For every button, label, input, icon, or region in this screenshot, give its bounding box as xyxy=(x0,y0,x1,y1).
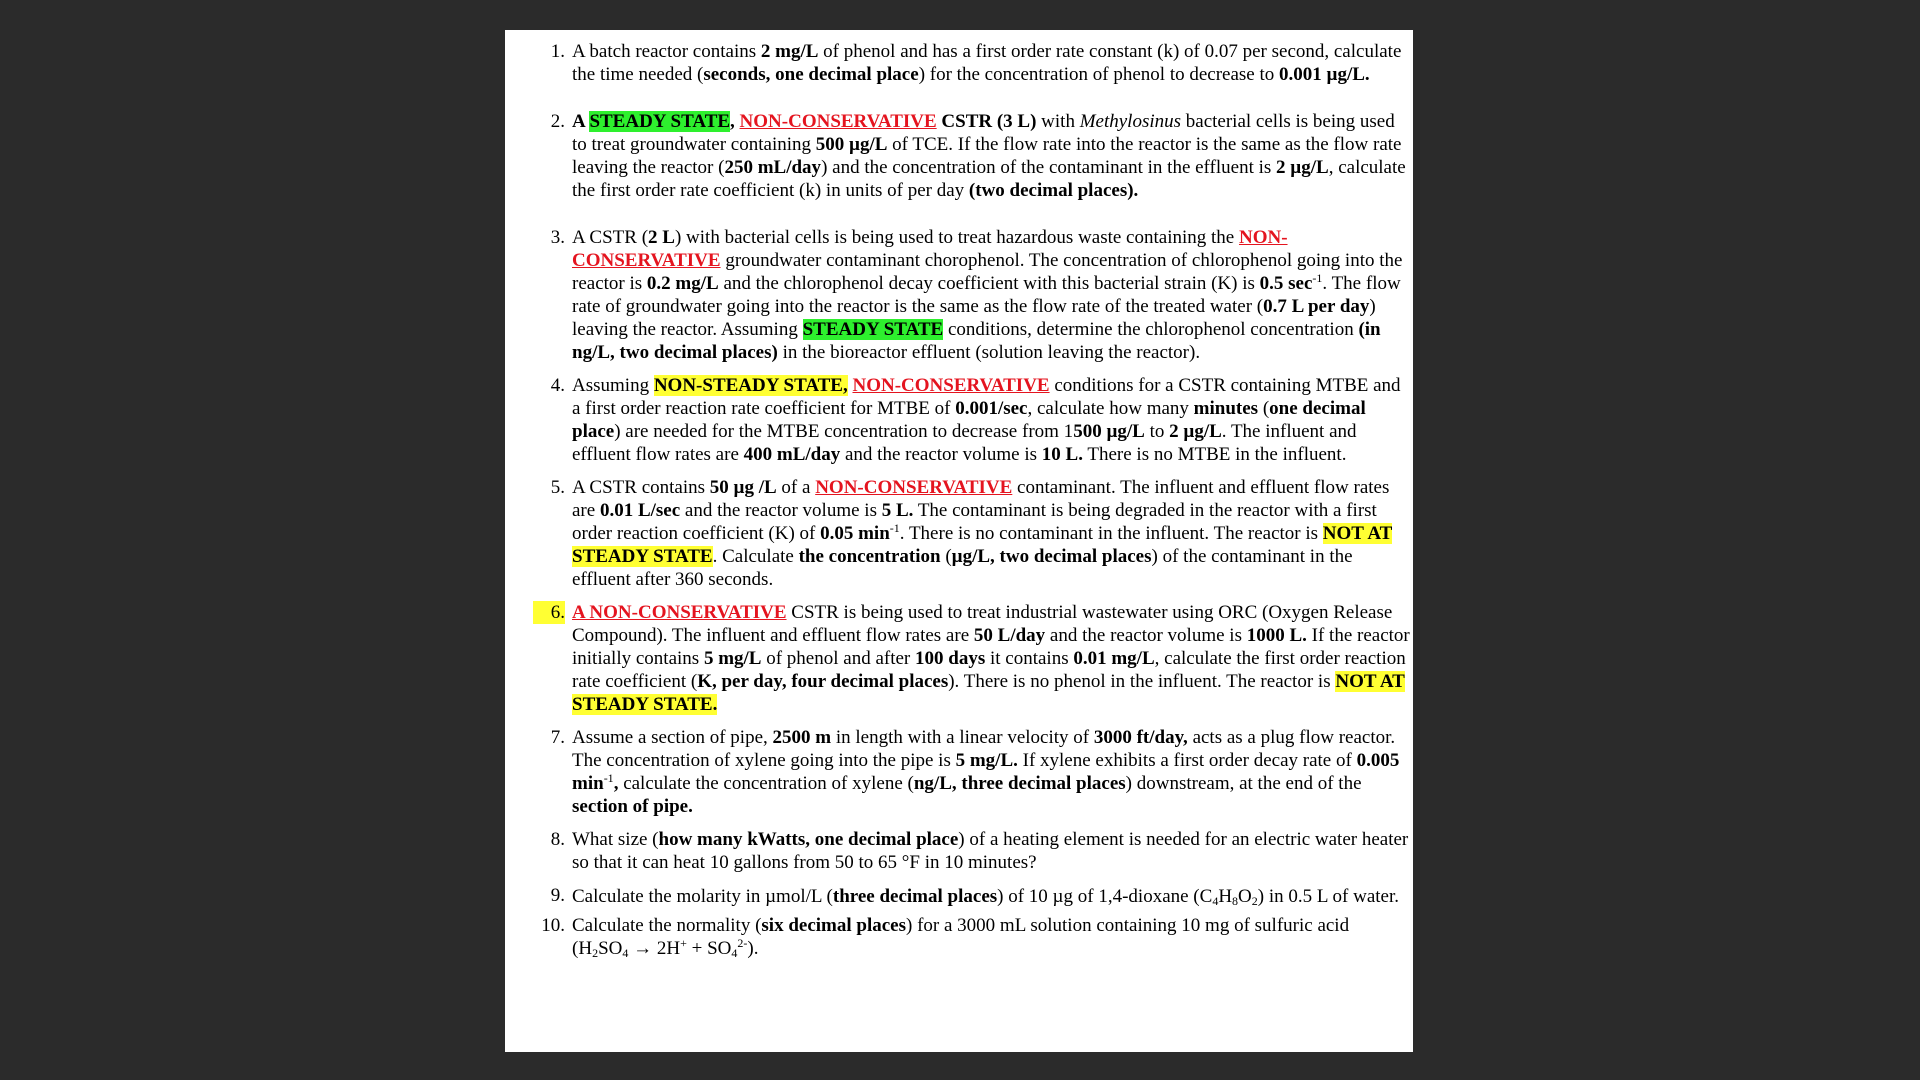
text-segment: Assume a section of pipe, xyxy=(572,727,773,748)
highlighted-text: STEADY STATE xyxy=(589,111,731,132)
question-number: 5. xyxy=(550,477,565,498)
text-segment: 0.001/sec xyxy=(955,398,1028,419)
text-segment: 0.01 L/sec xyxy=(599,500,681,521)
text-segment: O xyxy=(1238,886,1252,907)
text-segment: 50 L/day xyxy=(973,625,1046,646)
text-segment: and the reactor volume is xyxy=(680,500,882,521)
question-number: 10. xyxy=(541,915,565,936)
text-segment: ) for the concentration of phenol to decrease to xyxy=(918,64,1280,85)
text-segment: ( xyxy=(1258,398,1270,419)
text-segment: 0.05 min xyxy=(820,523,890,544)
text-segment: -1 xyxy=(889,521,900,535)
question-6 xyxy=(533,601,1410,716)
text-segment: . Calculate xyxy=(712,546,799,567)
text-segment: calculate the concentration of xylene ( xyxy=(618,773,914,794)
text-segment: , xyxy=(730,111,740,132)
text-segment: one decimal place xyxy=(572,398,1366,442)
question-number: 7. xyxy=(550,727,565,748)
text-segment: (two decimal places). xyxy=(968,180,1139,201)
text-segment: . The flow rate of groundwater going into the reactor is the same as the flow rate of the treated water ( xyxy=(572,273,1401,317)
text-segment: + xyxy=(680,936,687,950)
non-conservative-label: NON-CONSERVATIVE xyxy=(815,477,1013,498)
text-segment: . The influent and effluent flow rates are xyxy=(572,421,1357,465)
question-10 xyxy=(533,914,1393,960)
text-segment: µg/L, two decimal places xyxy=(951,546,1152,567)
question-8 xyxy=(533,828,1409,874)
text-segment: 0.5 sec xyxy=(1259,273,1313,294)
text-segment: bacterial cells is being used to treat groundwater containing xyxy=(572,111,1395,155)
text-segment: → 2H xyxy=(628,938,681,959)
question-text xyxy=(572,601,1410,716)
text-segment: A CSTR ( xyxy=(572,227,649,248)
text-segment: of a xyxy=(776,477,816,498)
question-number: 6. xyxy=(533,601,565,624)
highlighted-text: NOT AT STEADY STATE xyxy=(572,523,1393,567)
text-segment: 400 mL/day xyxy=(743,444,841,465)
question-5 xyxy=(533,476,1393,591)
text-segment: 2- xyxy=(737,936,748,950)
question-number: 3. xyxy=(550,227,565,248)
question-text xyxy=(572,110,1410,202)
text-segment: 500 µg/L xyxy=(1073,421,1145,442)
text-segment: 0.01 mg/L xyxy=(1073,648,1155,669)
text-segment: What size ( xyxy=(572,829,659,850)
highlighted-text: STEADY STATE xyxy=(802,319,944,340)
text-segment: 500 µg/L xyxy=(815,134,888,155)
text-segment: H xyxy=(1218,886,1233,907)
text-segment: and the chlorophenol decay coefficient with this bacterial strain (K) is xyxy=(718,273,1260,294)
text-segment: CSTR (3 L) xyxy=(936,111,1037,132)
text-segment: 5 mg/L. xyxy=(955,750,1018,771)
text-segment: three decimal places xyxy=(832,886,998,907)
text-segment: 4 xyxy=(622,946,629,960)
question-text xyxy=(572,40,1410,86)
text-segment: 2 xyxy=(592,946,599,960)
text-segment: -1 xyxy=(603,771,614,785)
text-segment: 2 L xyxy=(648,227,675,248)
text-segment: . There is no contaminant in the influent. The reactor is xyxy=(899,523,1323,544)
text-segment: in the bioreactor effluent (solution leaving the reactor). xyxy=(777,342,1201,363)
text-segment: Calculate the molarity in µmol/L ( xyxy=(572,886,833,907)
text-segment: conditions for a CSTR containing MTBE and a first order reaction rate coefficient for MTBE of xyxy=(572,375,1401,419)
question-number: 8. xyxy=(550,829,565,850)
non-conservative-label: NON-CONSERVATIVE xyxy=(852,375,1050,396)
text-segment: with xyxy=(1036,111,1080,132)
text-segment: how many kWatts, one decimal place xyxy=(658,829,959,850)
highlighted-text: NON-STEADY STATE, xyxy=(653,375,848,396)
text-segment: 2 mg/L xyxy=(760,41,819,62)
text-segment: Methylosinus xyxy=(1079,111,1182,132)
text-segment: conditions, determine the chlorophenol concentration xyxy=(943,319,1359,340)
text-segment: 3000 ft/day, xyxy=(1093,727,1188,748)
text-segment: 0.2 mg/L xyxy=(646,273,719,294)
text-segment: 0.001 µg/L. xyxy=(1279,64,1370,85)
text-segment: A xyxy=(572,111,590,132)
text-segment: ) of a heating element is needed for an electric water heater so that it can heat 10 gallons from 50 to 65 °F in 10 minutes? xyxy=(572,829,1409,873)
text-segment: , xyxy=(613,773,619,794)
text-segment: ) for a 3000 mL solution containing 10 mg of sulfuric acid (H xyxy=(572,915,1350,959)
non-conservative-label: NON-CONSERVATIVE xyxy=(739,111,937,132)
text-segment: -1 xyxy=(1312,271,1323,285)
text-segment: 250 mL/day xyxy=(724,157,822,178)
text-segment: K, per day, four decimal places xyxy=(697,671,949,692)
text-segment: ). xyxy=(747,938,759,959)
text-segment: ) of 10 µg of 1,4-dioxane (C xyxy=(997,886,1213,907)
text-segment: ) and the concentration of the contaminant in the effluent is xyxy=(821,157,1277,178)
text-segment: , calculate how many xyxy=(1027,398,1194,419)
text-segment: A CSTR contains xyxy=(572,477,710,498)
text-segment: If the reactor initially contains xyxy=(572,625,1410,669)
text-segment: acts as a plug flow reactor. The concentration of xylene going into the pipe is xyxy=(572,727,1396,771)
document-page xyxy=(505,30,1413,1052)
question-text xyxy=(572,476,1410,591)
question-4 xyxy=(533,374,1401,466)
question-text xyxy=(572,884,1410,910)
text-segment: it contains xyxy=(985,648,1074,669)
text-segment: 0.005 min xyxy=(572,750,1400,794)
text-segment: A batch reactor contains xyxy=(572,41,761,62)
text-segment: 0.7 L per day xyxy=(1263,296,1370,317)
text-segment: 4 xyxy=(731,946,738,960)
text-segment: ). There is no phenol in the influent. The reactor is xyxy=(948,671,1336,692)
text-segment: and the reactor volume is xyxy=(840,444,1042,465)
text-segment: ng/L, three decimal places xyxy=(913,773,1126,794)
text-segment: in length with a linear velocity of xyxy=(831,727,1094,748)
text-segment: 1000 L. xyxy=(1246,625,1307,646)
text-segment: ) are needed for the MTBE concentration to decrease from 1 xyxy=(614,421,1074,442)
text-segment: contaminant. The influent and effluent flow rates are xyxy=(572,477,1390,521)
text-segment: ) in 0.5 L of water. xyxy=(1257,886,1400,907)
text-segment: 5 mg/L xyxy=(703,648,762,669)
text-segment: the concentration xyxy=(798,546,941,567)
highlighted-text: NOT AT STEADY STATE. xyxy=(572,671,1405,715)
question-3 xyxy=(533,226,1403,364)
text-segment: 100 days xyxy=(915,648,986,669)
non-conservative-label: A NON-CONSERVATIVE xyxy=(572,602,787,623)
text-segment: to xyxy=(1144,421,1170,442)
text-segment: CSTR is being used to treat industrial wastewater using ORC (Oxygen Release Compound). The influent and effluent flow rates are xyxy=(572,602,1393,646)
question-number: 2. xyxy=(550,111,565,132)
text-segment: SO xyxy=(598,938,623,959)
text-segment: 2500 m xyxy=(772,727,832,748)
question-text xyxy=(572,828,1410,874)
text-segment: (in ng/L, two decimal places) xyxy=(572,319,1381,363)
question-number: 9. xyxy=(550,885,565,906)
text-segment: , calculate the first order rate coefficient (k) in units of per day xyxy=(572,157,1406,201)
question-text xyxy=(572,914,1410,960)
text-segment: 4 xyxy=(1212,894,1219,908)
text-segment: groundwater contaminant chorophenol. The concentration of chlorophenol going into the reactor is xyxy=(572,250,1403,294)
question-2 xyxy=(533,110,1406,202)
text-segment: 2 µg/L xyxy=(1169,421,1222,442)
text-segment: If xylene exhibits a first order decay rate of xyxy=(1017,750,1357,771)
text-segment: ( xyxy=(940,546,952,567)
question-text xyxy=(572,226,1410,364)
text-segment: minutes xyxy=(1193,398,1259,419)
text-segment: section of pipe. xyxy=(572,796,693,817)
text-segment: of TCE. If the flow rate into the reactor is the same as the flow rate leaving the reactor ( xyxy=(572,134,1402,178)
question-number: 1. xyxy=(550,41,565,62)
text-segment: ) of the contaminant in the effluent after 360 seconds. xyxy=(572,546,1353,590)
text-segment: ) downstream, at the end of the xyxy=(1125,773,1362,794)
text-segment: 2 xyxy=(1251,894,1258,908)
text-segment: ) with bacterial cells is being used to treat hazardous waste containing the xyxy=(674,227,1239,248)
text-segment: , calculate the first order reaction rate coefficient ( xyxy=(572,648,1406,692)
non-conservative-label: NON-CONSERVATIVE xyxy=(572,227,1288,271)
text-segment: 50 µg /L xyxy=(709,477,777,498)
text-segment: 10 L. xyxy=(1041,444,1083,465)
text-segment: of phenol and after xyxy=(761,648,915,669)
question-1 xyxy=(533,40,1402,86)
text-segment: + SO xyxy=(686,938,732,959)
text-segment: Calculate the normality ( xyxy=(572,915,762,936)
text-segment: seconds, one decimal place xyxy=(703,64,919,85)
text-segment: 8 xyxy=(1232,894,1239,908)
text-segment: There is no MTBE in the influent. xyxy=(1082,444,1347,465)
text-segment: of phenol and has a first order rate constant (k) of 0.07 per second, calculate the time needed ( xyxy=(572,41,1402,85)
text-segment: Assuming xyxy=(572,375,654,396)
question-7 xyxy=(533,726,1400,818)
text-segment: 2 µg/L xyxy=(1276,157,1329,178)
text-segment: 5 L. xyxy=(881,500,914,521)
question-text xyxy=(572,726,1410,818)
text-segment: six decimal places xyxy=(761,915,907,936)
text-segment: and the reactor volume is xyxy=(1045,625,1247,646)
question-text xyxy=(572,374,1410,466)
question-number: 4. xyxy=(550,375,565,396)
text-segment: ) leaving the reactor. Assuming xyxy=(572,296,1376,340)
question-9 xyxy=(533,884,1400,910)
text-segment: The contaminant is being degraded in the reactor with a first order reaction coefficient (K) of xyxy=(572,500,1377,544)
